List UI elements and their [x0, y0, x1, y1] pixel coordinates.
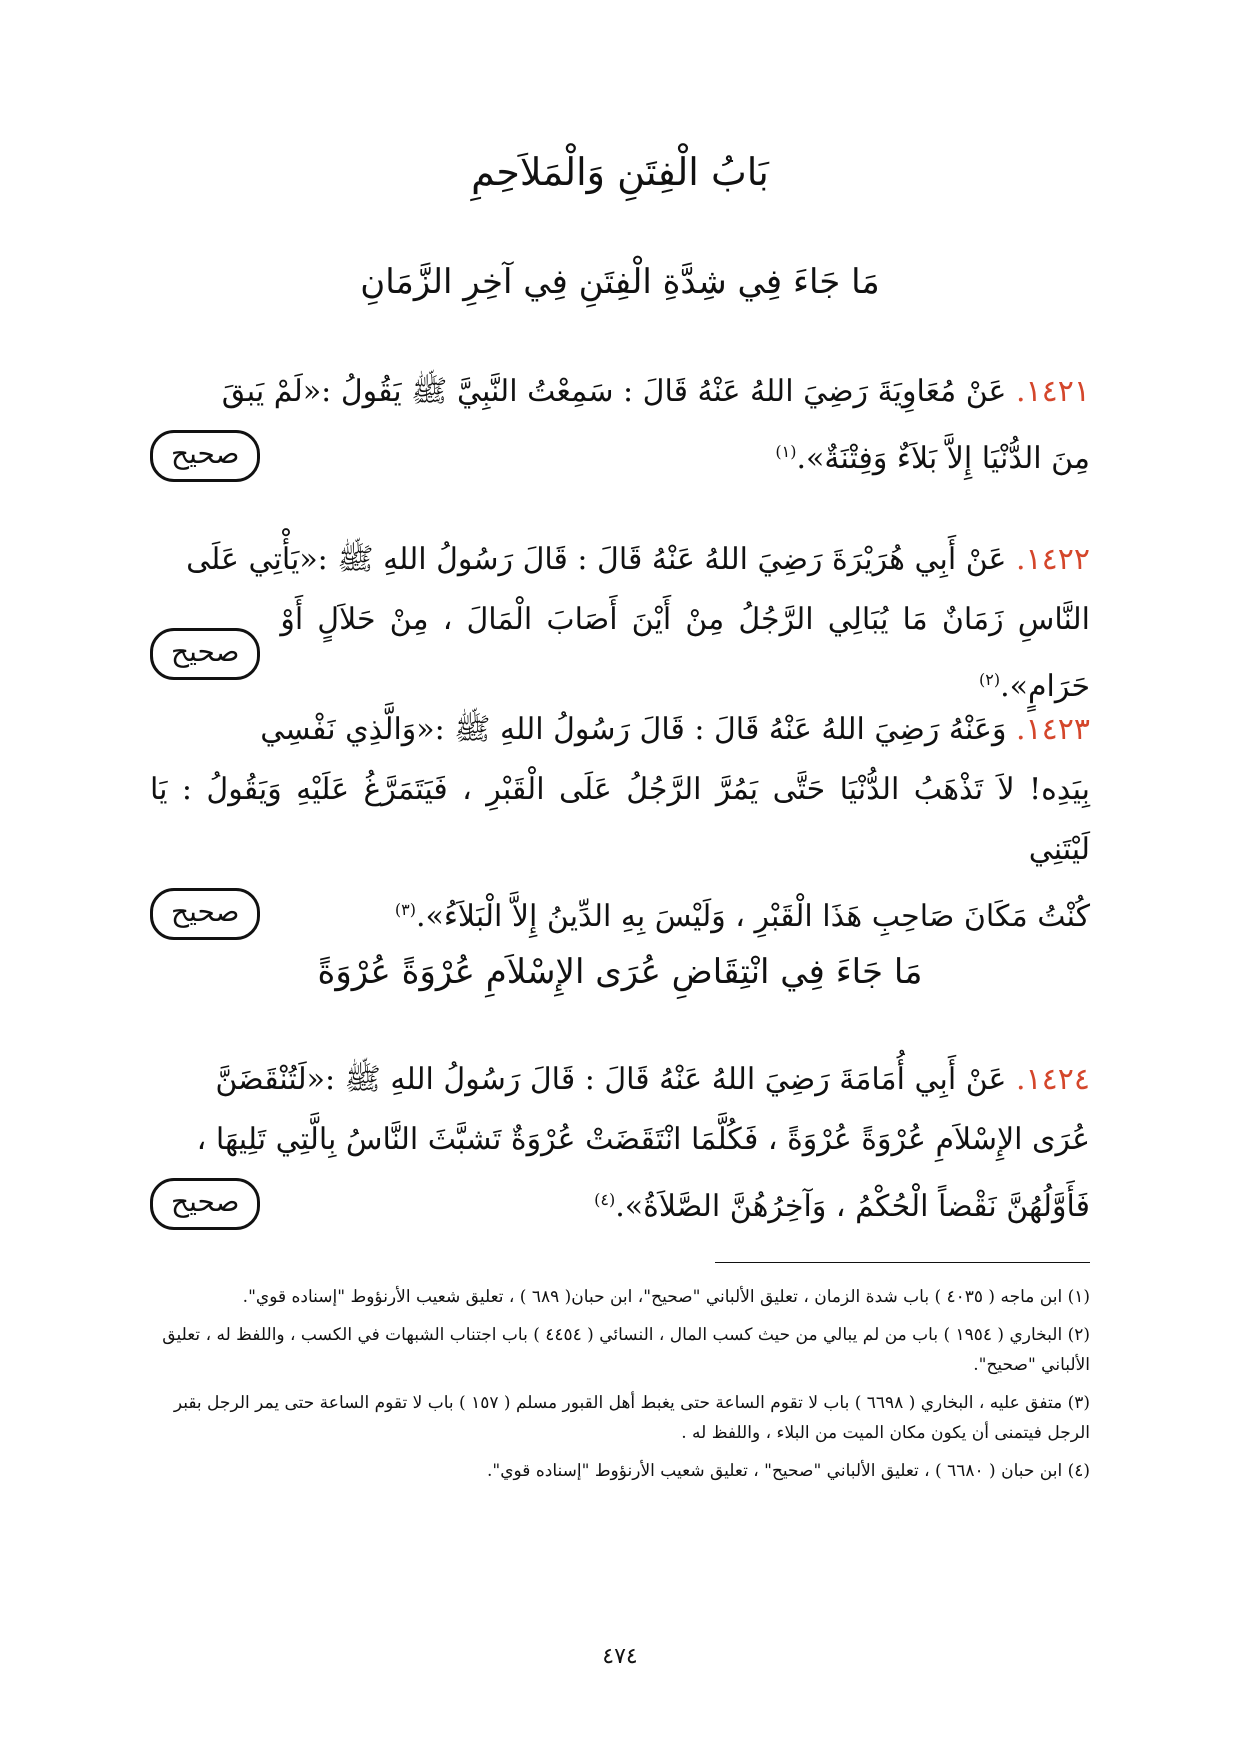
- hadith-number: ١٤٢١.: [1016, 374, 1090, 409]
- hadith-number: ١٤٢٢.: [1016, 542, 1090, 577]
- hadith-line: [150, 362, 1090, 422]
- grade-badge: صحيح: [150, 1178, 260, 1230]
- footnote: (٤) ابن حبان ( ٦٦٨٠ ) ، تعليق الألباني "صحيح" ، تعليق شعيب الأرنؤوط "إسناده قوي".: [487, 1461, 1090, 1481]
- hadith-line: بِيَدِه! لاَ تَذْهَبُ الدُّنْيَا حَتَّى يَمُرَّ الرَّجُلُ عَلَى الْقَبْرِ ، فَيَتَمَرَّغُ عَلَيْهِ وَيَقُولُ : يَا لَيْتَنِي: [150, 772, 1090, 867]
- hadith-number: ١٤٢٤.: [1016, 1062, 1090, 1097]
- hadith-entry: [150, 1050, 1090, 1237]
- hadith-line: [150, 422, 1090, 489]
- footnote-divider: [715, 1262, 1090, 1263]
- section-title: مَا جَاءَ فِي شِدَّةِ الْفِتَنِ فِي آخِرِ الزَّمَانِ: [360, 262, 880, 302]
- hadith-entry: [150, 530, 1090, 717]
- footnote-ref: (٣): [394, 900, 416, 919]
- chapter-title: بَابُ الْفِتَنِ وَالْمَلاَحِمِ: [471, 150, 769, 194]
- footnote-ref: (٤): [594, 1190, 616, 1209]
- hadith-entry: [150, 700, 1090, 947]
- hadith-line: عُرَى الإِسْلاَمِ عُرْوَةً عُرْوَةً ، فَكُلَّمَا انْتَقَضَتْ عُرْوَةٌ تَشبَّثَ النَّاسُ بِالَّتِي تَلِيهَا ،: [196, 1122, 1090, 1157]
- hadith-text-end: النَّاسِ زَمَانٌ مَا يُبَالِي الرَّجُلُ مِنْ أَيْنَ أَصَابَ الْمَالَ ، مِنْ حَلاَلٍ أَوْ حَرَامٍ».$^{(٢)}$: [280, 602, 1090, 704]
- hadith-text: وَعَنْهُ رَضِيَ اللهُ عَنْهُ قَالَ : قَالَ رَسُولُ اللهِ ﷺ :«وَالَّذِي نَفْسِي: [260, 712, 1007, 747]
- hadith-text: عَنْ مُعَاوِيَةَ رَضِيَ اللهُ عَنْهُ قَالَ : سَمِعْتُ النَّبِيَّ ﷺ يَقُولُ :«لَمْ يَبقَ: [221, 374, 1007, 409]
- hadith-entry: [150, 362, 1090, 489]
- footnote: (٣) متفق عليه ، البخاري ( ٦٦٩٨ ) باب لا تقوم الساعة حتى يغبط أهل القبور مسلم ( ١٥٧ ) باب لا تقوم الساعة حتى يمر الرجل بقبر الرجل فيتمنى أن يكون مكان الميت من البلاء ، واللفظ له .: [173, 1393, 1090, 1443]
- hadith-line: [150, 880, 1090, 947]
- hadith-text: عَنْ أَبِي هُرَيْرَةَ رَضِيَ اللهُ عَنْهُ قَالَ : قَالَ رَسُولُ اللهِ ﷺ :«يَأْتِي عَلَى: [186, 542, 1007, 577]
- hadith-text-end: فَأَوَّلُهُنَّ نَقْضاً الْحُكْمُ ، وَآخِرُهُنَّ الصَّلاَةُ».$^{(٤)}$: [594, 1189, 1090, 1224]
- hadith-line: [150, 1170, 1090, 1237]
- grade-badge: صحيح: [150, 888, 260, 940]
- grade-badge: صحيح: [150, 628, 260, 680]
- footnote: (١) ابن ماجه ( ٤٠٣٥ ) باب شدة الزمان ، تعليق الألباني "صحيح"، ابن حبان( ٦٨٩ ) ، تعليق شعيب الأرنؤوط "إسناده قوي".: [242, 1287, 1090, 1307]
- footnote-ref: (٢): [979, 670, 1001, 689]
- footnotes: [150, 1282, 1090, 1494]
- hadith-line: [150, 530, 1090, 590]
- hadith-text-end: مِنَ الدُّنْيَا إِلاَّ بَلاَءٌ وَفِتْنَةٌ».$^{(١)}$: [775, 441, 1090, 476]
- hadith-line: [150, 700, 1090, 760]
- book-page: [150, 0, 1090, 1754]
- hadith-text: عَنْ أَبِي أُمَامَةَ رَضِيَ اللهُ عَنْهُ قَالَ : قَالَ رَسُولُ اللهِ ﷺ :«لَتُنْقَضَنَّ: [215, 1062, 1007, 1097]
- hadith-line: [150, 590, 1090, 717]
- section-title: مَا جَاءَ فِي انْتِقَاضِ عُرَى الإِسْلاَمِ عُرْوَةً عُرْوَةً: [317, 952, 923, 992]
- footnote: (٢) البخاري ( ١٩٥٤ ) باب من لم يبالي من حيث كسب المال ، النسائي ( ٤٤٥٤ ) باب اجتناب الشبهات في الكسب ، واللفظ له ، تعليق الألباني "صحيح".: [162, 1325, 1090, 1375]
- footnote-ref: (١): [775, 442, 797, 461]
- page-number: ٤٧٤: [602, 1644, 638, 1669]
- hadith-number: ١٤٢٣.: [1016, 712, 1090, 747]
- grade-badge: صحيح: [150, 430, 260, 482]
- hadith-line: [150, 1050, 1090, 1110]
- hadith-text-end: كُنْتُ مَكَانَ صَاحِبِ هَذَا الْقَبْرِ ، وَلَيْسَ بِهِ الدِّينُ إِلاَّ الْبَلاَءُ».$^{(٣)}$: [394, 899, 1090, 934]
